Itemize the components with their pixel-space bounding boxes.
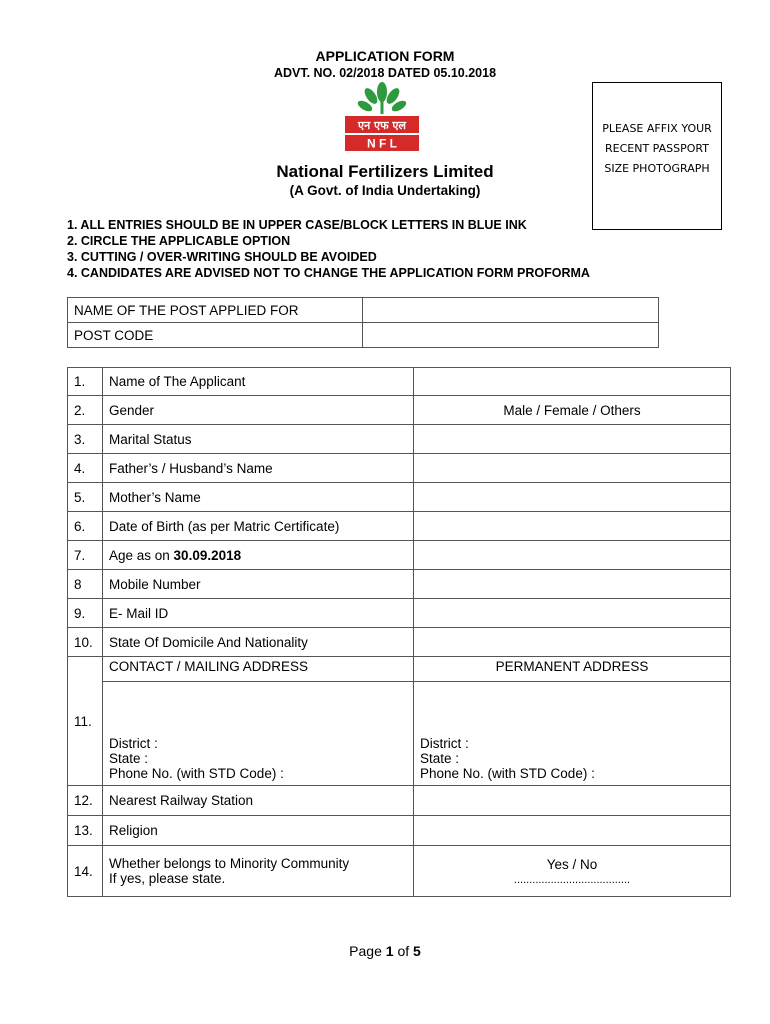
contact-phone-label: Phone No. (with STD Code) : (109, 766, 284, 781)
row-label: Religion (103, 816, 414, 846)
table-row (68, 816, 731, 846)
row-number: 14. (68, 846, 103, 897)
age-reference-date: 30.09.2018 (173, 547, 242, 563)
table-row (68, 846, 731, 897)
photo-box (592, 82, 722, 230)
row-number: 11. (68, 657, 103, 786)
table-row (68, 396, 731, 425)
row-number: 5. (68, 483, 103, 512)
row-number: 7. (68, 541, 103, 570)
permanent-phone-label: Phone No. (with STD Code) : (420, 766, 595, 781)
address-heading-row (68, 657, 731, 682)
minority-options[interactable]: Yes / No (546, 856, 598, 872)
table-row (68, 628, 731, 657)
permanent-state-label: State : (420, 751, 460, 766)
instruction-4: 4. CANDIDATES ARE ADVISED NOT TO CHANGE THE APPLICATION FORM PROFORMA (67, 266, 590, 280)
row-label: Name of The Applicant (103, 368, 414, 396)
page-number (0, 943, 770, 959)
post-name-field[interactable] (363, 298, 659, 323)
row-number: 1. (68, 368, 103, 396)
nfl-logo (345, 82, 419, 152)
age-label: Age as on (109, 547, 174, 563)
row-label: Nearest Railway Station (103, 786, 414, 816)
advertisement-number: ADVT. NO. 02/2018 DATED 05.10.2018 (273, 66, 497, 80)
permanent-address-field[interactable] (414, 682, 731, 786)
address-body-row (68, 682, 731, 786)
post-name-label: NAME OF THE POST APPLIED FOR (68, 298, 363, 323)
row-number: 12. (68, 786, 103, 816)
logo-hindi-text: एन एफ एल (358, 119, 406, 132)
row-label: Date of Birth (as per Matric Certificate) (103, 512, 414, 541)
minority-instruction: If yes, please state. (109, 871, 226, 886)
leaf-icon (356, 82, 408, 114)
page-current: 1 (385, 943, 394, 959)
minority-dotted-line: ...................................... (513, 873, 631, 886)
permanent-district-label: District : (420, 736, 469, 751)
contact-address-heading: CONTACT / MAILING ADDRESS (103, 657, 414, 682)
row-label: Marital Status (103, 425, 414, 454)
row-number: 4. (68, 454, 103, 483)
row-label: State Of Domicile And Nationality (103, 628, 414, 657)
logo-english-text: N F L (367, 136, 397, 151)
table-row (68, 570, 731, 599)
mother-name-field[interactable] (414, 483, 731, 512)
table-row (68, 541, 731, 570)
post-code-label: POST CODE (68, 323, 363, 348)
row-number: 2. (68, 396, 103, 425)
father-husband-name-field[interactable] (414, 454, 731, 483)
religion-field[interactable] (414, 816, 731, 846)
row-label: Mobile Number (103, 570, 414, 599)
organization-subtitle: (A Govt. of India Undertaking) (289, 183, 481, 198)
post-code-field[interactable] (363, 323, 659, 348)
contact-district-label: District : (109, 736, 158, 751)
table-row (68, 786, 731, 816)
photo-box-line1: PLEASE AFFIX YOUR (602, 122, 712, 135)
row-label (103, 541, 414, 570)
row-label: Mother’s Name (103, 483, 414, 512)
domicile-nationality-field[interactable] (414, 628, 731, 657)
instruction-2: 2. CIRCLE THE APPLICABLE OPTION (67, 234, 291, 248)
organization-name: National Fertilizers Limited (276, 162, 494, 181)
email-field[interactable] (414, 599, 731, 628)
row-label: Father’s / Husband’s Name (103, 454, 414, 483)
applicant-details-table (67, 367, 731, 897)
page-of: of (393, 943, 414, 959)
page-prefix: Page (349, 943, 386, 959)
table-row (68, 483, 731, 512)
post-table (67, 297, 659, 348)
table-row (68, 368, 731, 396)
minority-field[interactable] (414, 846, 731, 897)
row-number: 8 (68, 570, 103, 599)
contact-state-label: State : (109, 751, 149, 766)
row-number: 9. (68, 599, 103, 628)
row-label: Gender (103, 396, 414, 425)
instruction-1: 1. ALL ENTRIES SHOULD BE IN UPPER CASE/BLOCK LETTERS IN BLUE INK (67, 218, 527, 232)
photo-box-line2: RECENT PASSPORT (605, 142, 709, 155)
gender-options[interactable]: Male / Female / Others (414, 396, 731, 425)
row-label (103, 846, 414, 897)
marital-status-field[interactable] (414, 425, 731, 454)
applicant-name-field[interactable] (414, 368, 731, 396)
row-number: 6. (68, 512, 103, 541)
photo-box-line3: SIZE PHOTOGRAPH (604, 162, 710, 175)
date-of-birth-field[interactable] (414, 512, 731, 541)
form-title: APPLICATION FORM (315, 48, 455, 64)
row-label: E- Mail ID (103, 599, 414, 628)
instruction-3: 3. CUTTING / OVER-WRITING SHOULD BE AVOIDED (67, 250, 377, 264)
age-field[interactable] (414, 541, 731, 570)
instructions (67, 217, 590, 281)
page-total: 5 (413, 943, 421, 959)
table-row (68, 454, 731, 483)
permanent-address-heading: PERMANENT ADDRESS (414, 657, 731, 682)
mobile-number-field[interactable] (414, 570, 731, 599)
row-number: 3. (68, 425, 103, 454)
row-number: 13. (68, 816, 103, 846)
table-row (68, 512, 731, 541)
table-row (68, 599, 731, 628)
table-row (68, 425, 731, 454)
railway-station-field[interactable] (414, 786, 731, 816)
row-number: 10. (68, 628, 103, 657)
contact-address-field[interactable] (103, 682, 414, 786)
minority-question: Whether belongs to Minority Community (109, 856, 350, 871)
